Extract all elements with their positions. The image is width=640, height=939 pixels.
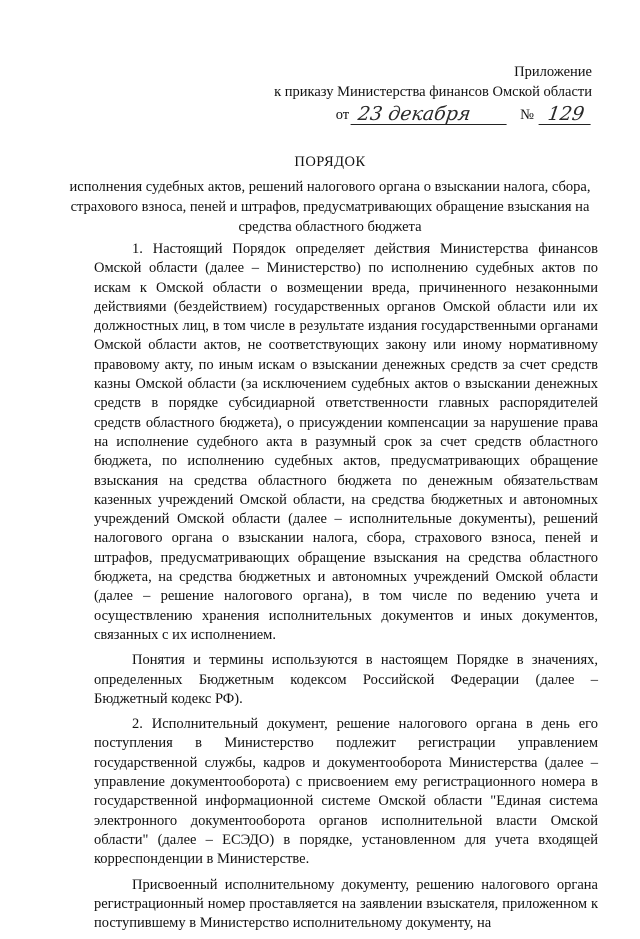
document-title-block: [60, 152, 600, 237]
paragraph-2: Понятия и термины используются в настоящем Порядке в значениях, определенных Бюджетным кодексом Российской Федерации (далее – Бюджетный кодекс РФ).: [94, 652, 598, 707]
appendix-label: Приложение: [514, 64, 592, 80]
handwritten-date: 23 декабря: [351, 104, 510, 125]
document-subtitle: исполнения судебных актов, решений налогового органа о взыскании налога, сбора, страхового взноса, пеней и штрафов, предусматривающих обращение взыскания на средства областного бюджета: [69, 179, 591, 235]
date-prefix: от: [335, 107, 350, 123]
paragraph-4: Присвоенный исполнительному документу, решению налогового органа регистрационный номер проставляется на заявлении взыскателя, приложенном к поступившему в Министерство исполнительному документу, на: [94, 876, 598, 932]
number-prefix: №: [520, 107, 534, 123]
order-date-line: [274, 104, 592, 125]
document-title: ПОРЯДОК: [294, 154, 366, 170]
paragraph-3: 2. Исполнительный документ, решение налогового органа в день его поступления в Министерство подлежит регистрации управлением государственной службы, кадров и документооборота Министерства (далее – управление документооборота) с присвоением ему регистрационного номера в государственной информационной системе Омской области "Единая система электронного документооборота органов исполнительной власти Омской области" (далее – ЕСЭДО) в порядке, установленном для учета входящей корреспонденции в Министерстве.: [94, 716, 598, 868]
paragraph-1: 1. Настоящий Порядок определяет действия Министерства финансов Омской области (далее – Министерство) по исполнению судебных актов по искам к Омской области о возмещении вреда, причиненного незаконными действиями (бездействием) государственных органов Омской области или их должностных лиц, в том числе в результате издания государственными органами Омской области актов, не соответствующих закону или иному нормативному правовому акту, по иным искам о взыскании денежных средств за счет средств казны Омской области (за исключением судебных актов о взыскании денежных средств в порядке субсидиарной ответственности главных распорядителей средств областного бюджета), о присуждении компенсации за нарушение права на исполнение судебного акта в разумный срок за счет средств областного бюджета, по исполнению судебных актов, предусматривающих обращение взыскания на средства областного бюджета по денежным обязательствам казенных учреждений Омской области, на средства бюджетных и автономных учреждений Омской области (далее – исполнительные документы), решений налогового органа о взыскании налога, сбора, страхового взноса, пеней и штрафов, предусматривающих обращение взыскания на средства областного бюджета, на средства бюджетных и автономных учреждений Омской области (далее – решение налогового органа), в том числе по ведению учета и осуществлению хранения исполнительных документов и иных документов, связанных с их исполнением.: [94, 241, 598, 643]
handwritten-order-number: 129: [539, 104, 594, 125]
appendix-header: [274, 62, 592, 125]
order-reference: к приказу Министерства финансов Омской области: [274, 84, 592, 100]
document-body: [94, 240, 598, 939]
